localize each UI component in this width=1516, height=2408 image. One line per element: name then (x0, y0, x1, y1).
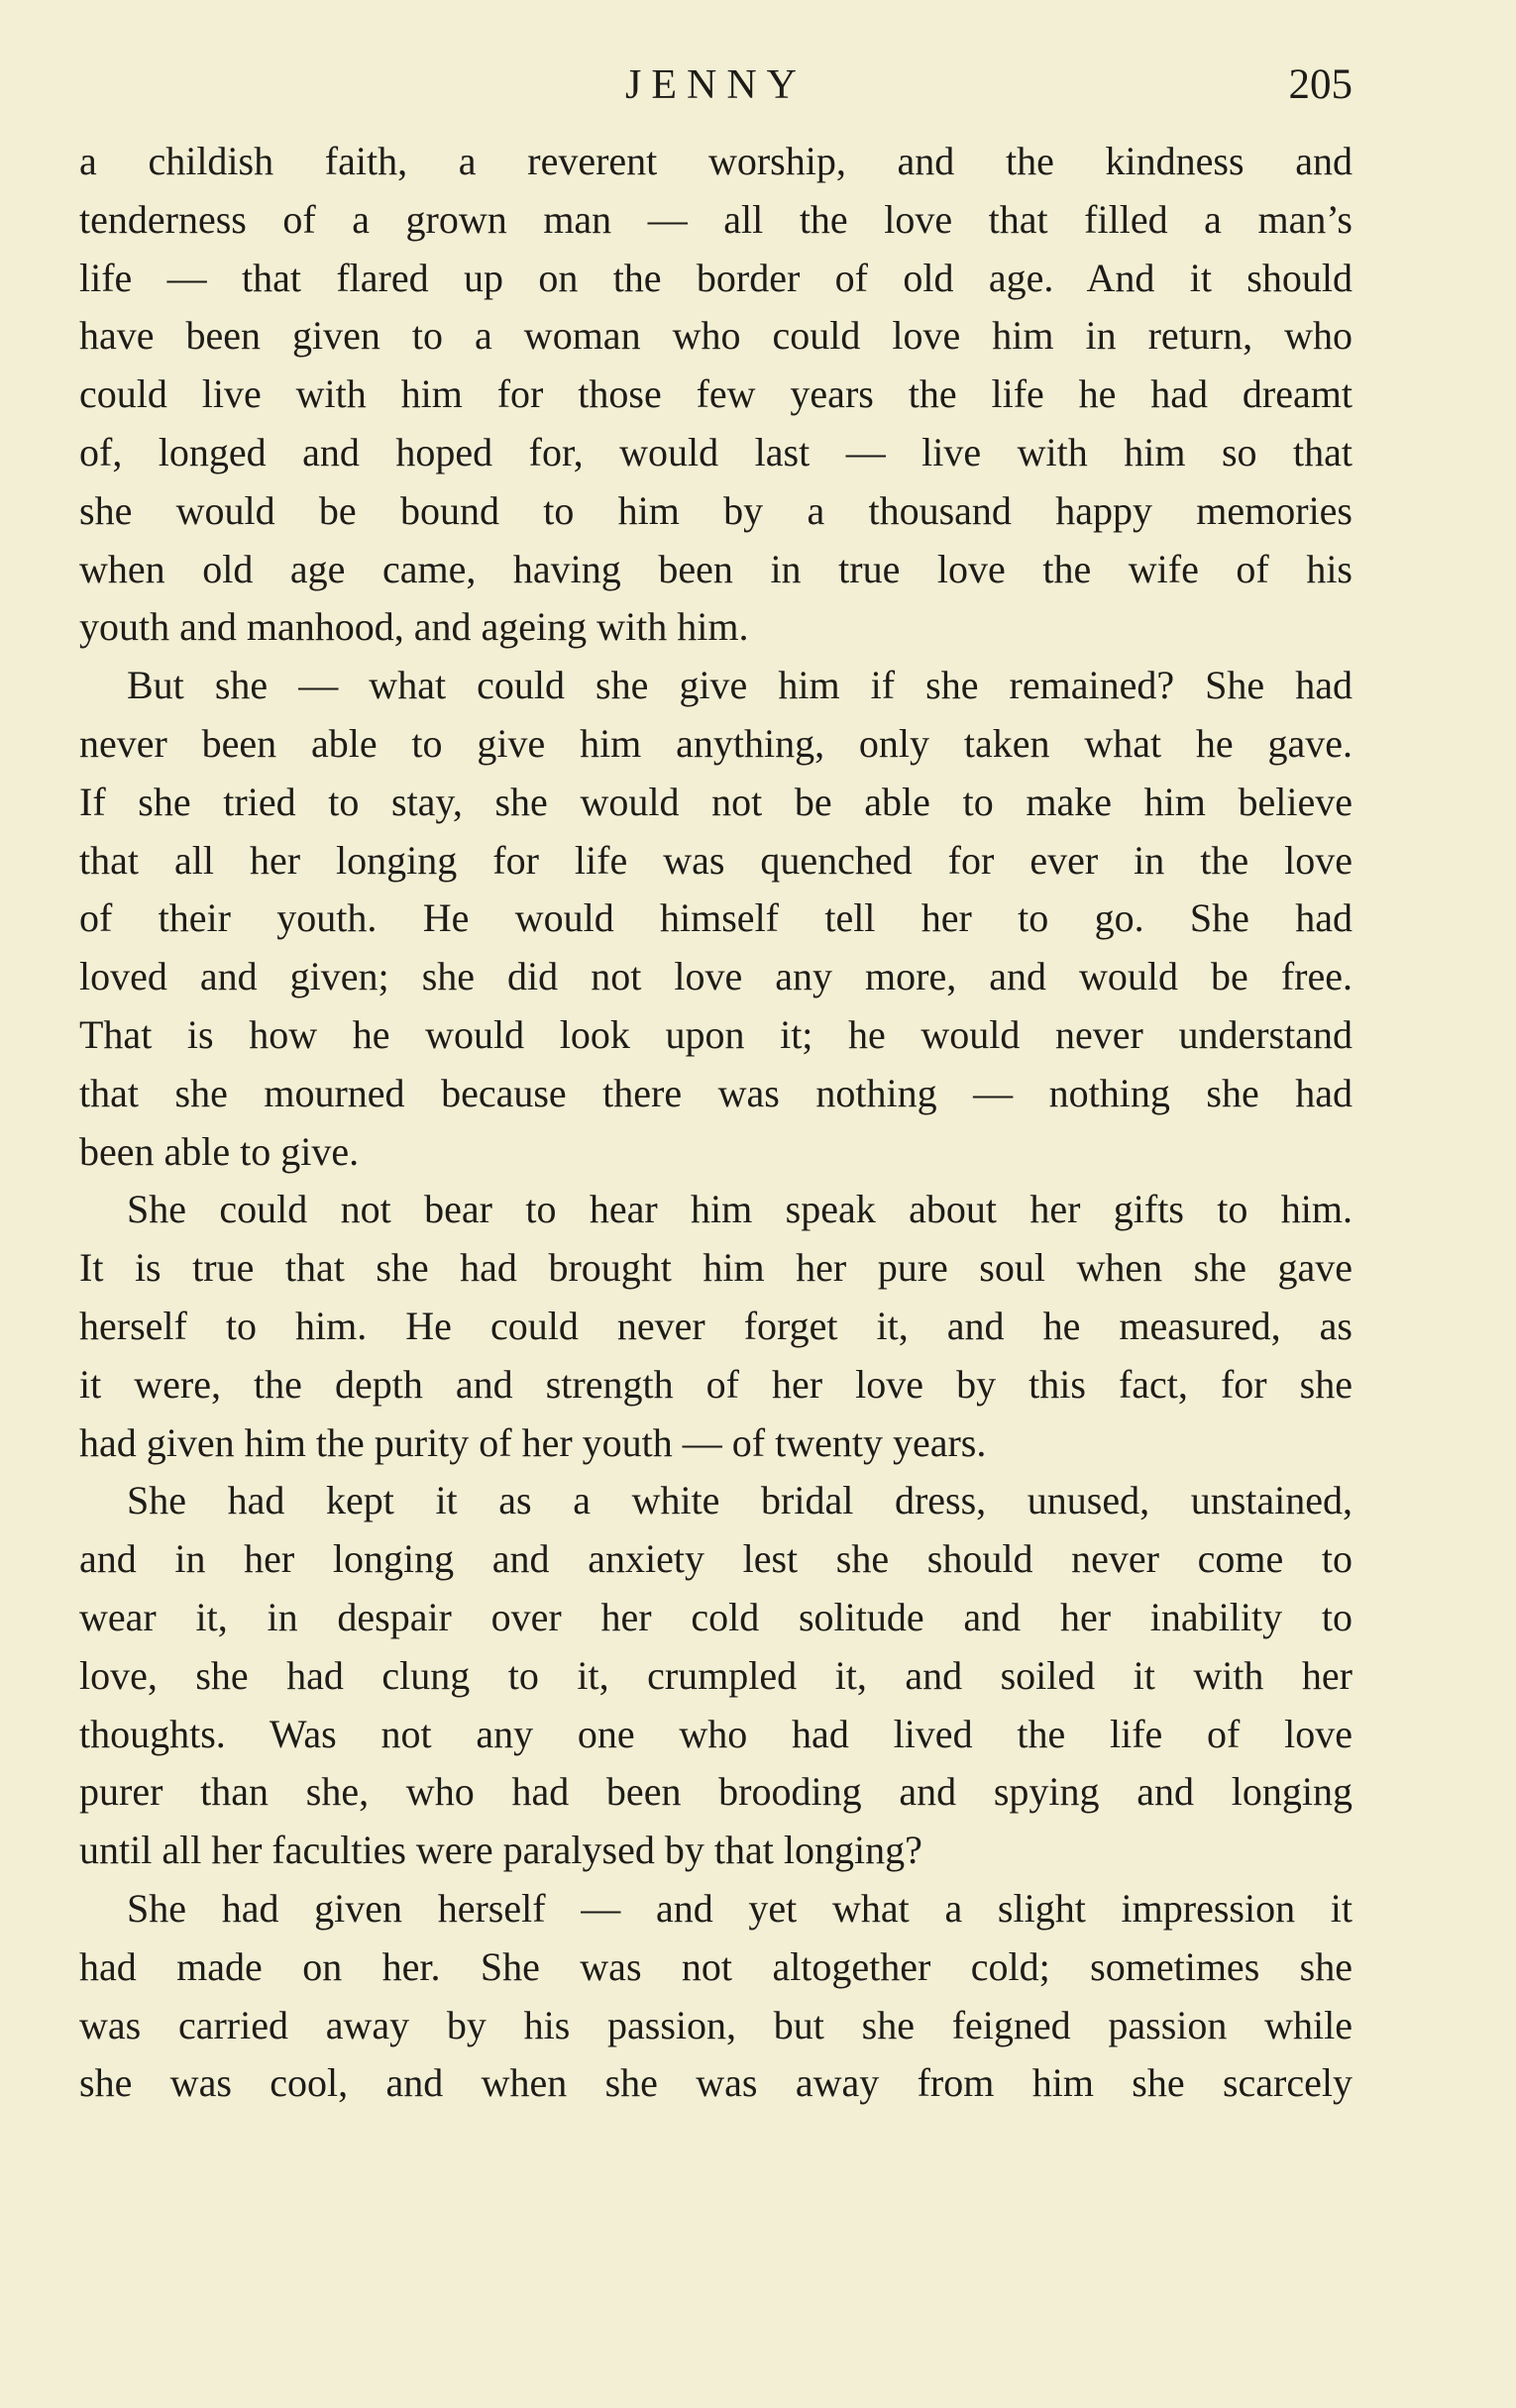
text-line: she would be bound to him by a thousand happy memories (79, 487, 1353, 533)
body-text (79, 133, 1353, 2113)
text-line: had made on her. She was not altogether cold; sometimes she (79, 1943, 1353, 1989)
text-line: If she tried to stay, she would not be able to make him believe (79, 779, 1353, 824)
text-line: she was cool, and when she was away from him she scarcely (79, 2060, 1353, 2106)
text-line: She could not bear to hear him speak about her gifts to him. (127, 1187, 1353, 1232)
page-number: 205 (1288, 61, 1353, 108)
text-line: tenderness of a grown man — all the love that filled a man’s (79, 196, 1353, 242)
text-line: It is true that she had brought him her pure soul when she gave (79, 1245, 1353, 1291)
text-line: love, she had clung to it, crumpled it, and soiled it with her (79, 1652, 1353, 1698)
text-line: youth and manhood, and ageing with him. (79, 604, 749, 650)
text-line: have been given to a woman who could love him in return, who (79, 313, 1353, 359)
text-line: it were, the depth and strength of her love by this fact, for she (79, 1361, 1353, 1407)
page-header (79, 55, 1353, 115)
text-line: a childish faith, a reverent worship, and the kindness and (79, 139, 1353, 183)
text-line: thoughts. Was not any one who had lived the life of love (79, 1711, 1353, 1756)
text-line: of, longed and hoped for, would last — live with him so that (79, 429, 1353, 474)
text-line: that she mourned because there was nothing — nothing she had (79, 1070, 1353, 1115)
text-line: that all her longing for life was quenched for ever in the love (79, 837, 1353, 883)
text-line: had given him the purity of her youth — of twenty years. (79, 1419, 987, 1465)
text-line: been able to give. (79, 1128, 360, 1174)
running-title: JENNY (625, 62, 807, 108)
text-line: But she — what could she give him if she remained? She had (127, 663, 1353, 708)
text-line: never been able to give him anything, only taken what he gave. (79, 720, 1353, 766)
text-line: of their youth. He would himself tell her to go. She had (79, 895, 1353, 941)
text-line: wear it, in despair over her cold solitude and her inability to (79, 1594, 1353, 1639)
text-line: herself to him. He could never forget it, and he measured, as (79, 1303, 1353, 1348)
text-line: She had kept it as a white bridal dress, unused, unstained, (127, 1478, 1353, 1523)
text-line: and in her longing and anxiety lest she should never come to (79, 1536, 1353, 1582)
text-line: purer than she, who had been brooding and spying and longing (79, 1769, 1353, 1815)
text-line: life — that flared up on the border of old age. And it should (79, 255, 1353, 300)
text-line: could live with him for those few years the life he had dreamt (79, 371, 1353, 417)
text-line: when old age came, having been in true love the wife of his (79, 546, 1353, 591)
text-line: until all her faculties were paralysed by that longing? (79, 1828, 922, 1873)
text-line: loved and given; she did not love any more, and would be free. (79, 954, 1353, 999)
text-line: was carried away by his passion, but she feigned passion while (79, 2002, 1353, 2047)
text-line: That is how he would look upon it; he would never understand (79, 1011, 1353, 1057)
text-line: She had given herself — and yet what a slight impression it (127, 1885, 1353, 1931)
